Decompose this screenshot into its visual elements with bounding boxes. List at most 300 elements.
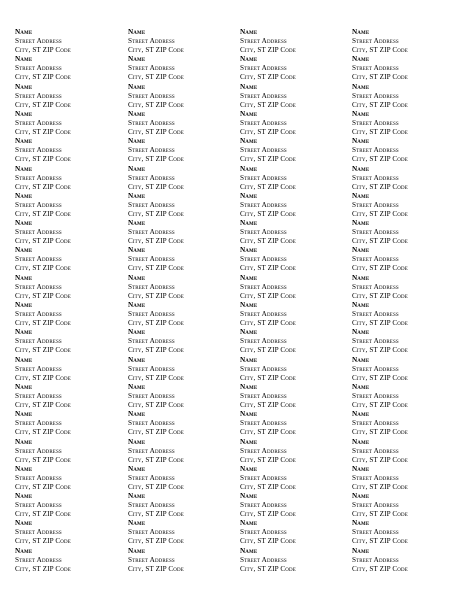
address-label bbox=[240, 274, 345, 301]
label-name: Name bbox=[240, 355, 258, 364]
label-name: Name bbox=[128, 109, 146, 118]
label-street-address: Street Address bbox=[240, 173, 287, 182]
label-street-address: Street Address bbox=[128, 419, 175, 428]
label-street-address: Street Address bbox=[15, 37, 62, 45]
label-city-state-zip: City, ST ZIP Code bbox=[240, 291, 296, 300]
label-city-state-zip: City, ST ZIP Code bbox=[15, 182, 71, 191]
address-label bbox=[352, 492, 457, 519]
label-city-state-zip: City, ST ZIP Code bbox=[128, 537, 184, 546]
label-city-state-zip: City, ST ZIP Code bbox=[352, 537, 408, 546]
label-street-address: Street Address bbox=[240, 200, 287, 209]
label-city-state-zip: City, ST ZIP Code bbox=[128, 182, 184, 191]
label-street-address: Street Address bbox=[15, 555, 62, 564]
label-city-state-zip: City, ST ZIP Code bbox=[352, 455, 408, 464]
label-city-state-zip: City, ST ZIP Code bbox=[128, 373, 184, 382]
address-label bbox=[240, 83, 345, 110]
label-name: Name bbox=[240, 301, 258, 309]
label-name: Name bbox=[240, 492, 258, 501]
label-city-state-zip: City, ST ZIP Code bbox=[352, 319, 408, 327]
label-name: Name bbox=[128, 464, 146, 473]
label-street-address: Street Address bbox=[15, 473, 62, 482]
label-city-state-zip: City, ST ZIP Code bbox=[128, 264, 184, 273]
label-street-address: Street Address bbox=[128, 228, 175, 237]
label-street-address: Street Address bbox=[352, 419, 399, 428]
label-name: Name bbox=[128, 246, 146, 255]
address-label bbox=[128, 110, 233, 137]
address-label bbox=[128, 519, 233, 546]
address-label bbox=[352, 219, 457, 246]
label-city-state-zip: City, ST ZIP Code bbox=[15, 155, 71, 164]
label-city-state-zip: City, ST ZIP Code bbox=[240, 182, 296, 191]
label-street-address: Street Address bbox=[240, 501, 287, 510]
label-city-state-zip: City, ST ZIP Code bbox=[352, 400, 408, 409]
address-label bbox=[15, 328, 120, 355]
label-city-state-zip: City, ST ZIP Code bbox=[240, 319, 296, 327]
address-label bbox=[128, 410, 233, 437]
address-label bbox=[352, 274, 457, 301]
label-street-address: Street Address bbox=[240, 255, 287, 264]
label-name: Name bbox=[240, 109, 258, 118]
label-city-state-zip: City, ST ZIP Code bbox=[352, 564, 408, 573]
label-street-address: Street Address bbox=[352, 473, 399, 482]
label-street-address: Street Address bbox=[15, 282, 62, 291]
address-label bbox=[15, 110, 120, 137]
address-label bbox=[128, 28, 233, 55]
address-label bbox=[240, 110, 345, 137]
label-street-address: Street Address bbox=[128, 118, 175, 127]
label-city-state-zip: City, ST ZIP Code bbox=[128, 237, 184, 246]
address-label bbox=[352, 383, 457, 410]
label-city-state-zip: City, ST ZIP Code bbox=[15, 73, 71, 82]
label-city-state-zip: City, ST ZIP Code bbox=[15, 428, 71, 437]
label-street-address: Street Address bbox=[128, 337, 175, 346]
label-street-address: Street Address bbox=[240, 228, 287, 237]
label-city-state-zip: City, ST ZIP Code bbox=[128, 209, 184, 218]
label-city-state-zip: City, ST ZIP Code bbox=[15, 264, 71, 273]
label-street-address: Street Address bbox=[128, 200, 175, 209]
label-street-address: Street Address bbox=[240, 146, 287, 155]
label-street-address: Street Address bbox=[15, 146, 62, 155]
label-city-state-zip: City, ST ZIP Code bbox=[128, 319, 184, 327]
label-street-address: Street Address bbox=[240, 37, 287, 45]
label-city-state-zip: City, ST ZIP Code bbox=[15, 127, 71, 136]
label-street-address: Street Address bbox=[352, 37, 399, 45]
label-city-state-zip: City, ST ZIP Code bbox=[128, 428, 184, 437]
label-street-address: Street Address bbox=[240, 364, 287, 373]
label-city-state-zip: City, ST ZIP Code bbox=[352, 291, 408, 300]
label-city-state-zip: City, ST ZIP Code bbox=[240, 264, 296, 273]
label-street-address: Street Address bbox=[15, 118, 62, 127]
address-label bbox=[240, 492, 345, 519]
address-label bbox=[240, 192, 345, 219]
label-city-state-zip: City, ST ZIP Code bbox=[240, 46, 296, 54]
label-street-address: Street Address bbox=[128, 91, 175, 100]
label-city-state-zip: City, ST ZIP Code bbox=[240, 155, 296, 164]
label-city-state-zip: City, ST ZIP Code bbox=[352, 373, 408, 382]
address-label bbox=[128, 492, 233, 519]
label-street-address: Street Address bbox=[128, 282, 175, 291]
label-street-address: Street Address bbox=[240, 391, 287, 400]
address-label bbox=[128, 219, 233, 246]
address-label bbox=[15, 219, 120, 246]
label-street-address: Street Address bbox=[352, 118, 399, 127]
address-label bbox=[15, 410, 120, 437]
address-label bbox=[15, 246, 120, 273]
label-name: Name bbox=[240, 382, 258, 391]
label-street-address: Street Address bbox=[352, 528, 399, 537]
label-city-state-zip: City, ST ZIP Code bbox=[15, 319, 71, 327]
label-name: Name bbox=[128, 355, 146, 364]
label-city-state-zip: City, ST ZIP Code bbox=[352, 428, 408, 437]
label-street-address: Street Address bbox=[240, 91, 287, 100]
label-name: Name bbox=[15, 437, 33, 446]
address-label bbox=[128, 246, 233, 273]
label-name: Name bbox=[128, 164, 146, 173]
label-name: Name bbox=[15, 164, 33, 173]
address-label bbox=[128, 356, 233, 383]
label-name: Name bbox=[240, 246, 258, 255]
label-city-state-zip: City, ST ZIP Code bbox=[352, 346, 408, 355]
label-name: Name bbox=[352, 109, 370, 118]
label-city-state-zip: City, ST ZIP Code bbox=[128, 510, 184, 519]
address-label bbox=[352, 165, 457, 192]
label-street-address: Street Address bbox=[352, 146, 399, 155]
label-city-state-zip: City, ST ZIP Code bbox=[128, 155, 184, 164]
label-city-state-zip: City, ST ZIP Code bbox=[128, 482, 184, 491]
label-city-state-zip: City, ST ZIP Code bbox=[352, 237, 408, 246]
label-name: Name bbox=[128, 55, 146, 64]
address-label bbox=[15, 28, 120, 55]
address-label bbox=[352, 28, 457, 55]
address-label bbox=[352, 301, 457, 328]
label-street-address: Street Address bbox=[240, 310, 287, 318]
label-street-address: Street Address bbox=[352, 173, 399, 182]
address-label bbox=[15, 356, 120, 383]
label-city-state-zip: City, ST ZIP Code bbox=[128, 127, 184, 136]
label-name: Name bbox=[240, 137, 258, 146]
label-city-state-zip: City, ST ZIP Code bbox=[15, 100, 71, 109]
label-city-state-zip: City, ST ZIP Code bbox=[128, 400, 184, 409]
label-name: Name bbox=[15, 546, 33, 555]
label-street-address: Street Address bbox=[352, 200, 399, 209]
label-street-address: Street Address bbox=[15, 200, 62, 209]
address-label bbox=[128, 137, 233, 164]
label-street-address: Street Address bbox=[15, 528, 62, 537]
label-street-address: Street Address bbox=[352, 446, 399, 455]
label-city-state-zip: City, ST ZIP Code bbox=[352, 46, 408, 54]
address-label bbox=[240, 438, 345, 465]
label-city-state-zip: City, ST ZIP Code bbox=[15, 400, 71, 409]
label-street-address: Street Address bbox=[352, 310, 399, 318]
label-city-state-zip: City, ST ZIP Code bbox=[352, 510, 408, 519]
label-street-address: Street Address bbox=[352, 282, 399, 291]
label-name: Name bbox=[15, 519, 33, 528]
label-name: Name bbox=[15, 246, 33, 255]
address-label bbox=[240, 246, 345, 273]
address-label bbox=[352, 328, 457, 355]
label-street-address: Street Address bbox=[15, 310, 62, 318]
label-name: Name bbox=[15, 410, 33, 419]
label-name: Name bbox=[128, 492, 146, 501]
label-name: Name bbox=[15, 82, 33, 91]
label-city-state-zip: City, ST ZIP Code bbox=[240, 373, 296, 382]
label-name: Name bbox=[128, 28, 146, 36]
address-label bbox=[128, 301, 233, 328]
label-street-address: Street Address bbox=[240, 419, 287, 428]
label-name: Name bbox=[240, 164, 258, 173]
label-street-address: Street Address bbox=[15, 446, 62, 455]
label-street-address: Street Address bbox=[15, 419, 62, 428]
address-label bbox=[352, 410, 457, 437]
address-label bbox=[240, 383, 345, 410]
label-name: Name bbox=[352, 28, 370, 36]
label-name: Name bbox=[128, 82, 146, 91]
label-name: Name bbox=[15, 137, 33, 146]
label-street-address: Street Address bbox=[15, 64, 62, 73]
label-city-state-zip: City, ST ZIP Code bbox=[15, 46, 71, 54]
label-street-address: Street Address bbox=[352, 555, 399, 564]
label-city-state-zip: City, ST ZIP Code bbox=[128, 564, 184, 573]
label-name: Name bbox=[15, 273, 33, 282]
label-city-state-zip: City, ST ZIP Code bbox=[352, 209, 408, 218]
label-name: Name bbox=[352, 355, 370, 364]
label-street-address: Street Address bbox=[240, 446, 287, 455]
label-city-state-zip: City, ST ZIP Code bbox=[15, 455, 71, 464]
address-label bbox=[128, 465, 233, 492]
label-name: Name bbox=[240, 519, 258, 528]
label-city-state-zip: City, ST ZIP Code bbox=[240, 537, 296, 546]
address-label bbox=[15, 465, 120, 492]
label-name: Name bbox=[240, 328, 258, 337]
label-city-state-zip: City, ST ZIP Code bbox=[240, 346, 296, 355]
label-street-address: Street Address bbox=[128, 501, 175, 510]
address-label bbox=[240, 165, 345, 192]
label-street-address: Street Address bbox=[240, 528, 287, 537]
label-name: Name bbox=[128, 328, 146, 337]
label-city-state-zip: City, ST ZIP Code bbox=[352, 482, 408, 491]
address-label bbox=[15, 165, 120, 192]
label-city-state-zip: City, ST ZIP Code bbox=[352, 264, 408, 273]
label-city-state-zip: City, ST ZIP Code bbox=[240, 510, 296, 519]
address-label bbox=[15, 137, 120, 164]
address-label bbox=[240, 55, 345, 82]
label-street-address: Street Address bbox=[352, 91, 399, 100]
label-name: Name bbox=[352, 301, 370, 309]
label-name: Name bbox=[352, 410, 370, 419]
label-street-address: Street Address bbox=[352, 64, 399, 73]
label-name: Name bbox=[128, 273, 146, 282]
label-street-address: Street Address bbox=[352, 228, 399, 237]
label-name: Name bbox=[128, 301, 146, 309]
address-label bbox=[128, 55, 233, 82]
label-name: Name bbox=[240, 410, 258, 419]
label-street-address: Street Address bbox=[128, 364, 175, 373]
label-name: Name bbox=[15, 301, 33, 309]
label-name: Name bbox=[240, 191, 258, 200]
label-name: Name bbox=[15, 464, 33, 473]
label-street-address: Street Address bbox=[128, 255, 175, 264]
address-label bbox=[240, 328, 345, 355]
label-city-state-zip: City, ST ZIP Code bbox=[352, 155, 408, 164]
label-city-state-zip: City, ST ZIP Code bbox=[240, 237, 296, 246]
label-street-address: Street Address bbox=[352, 255, 399, 264]
label-street-address: Street Address bbox=[240, 337, 287, 346]
address-label bbox=[15, 274, 120, 301]
address-label bbox=[15, 519, 120, 546]
label-city-state-zip: City, ST ZIP Code bbox=[15, 291, 71, 300]
label-name: Name bbox=[240, 55, 258, 64]
address-label bbox=[240, 137, 345, 164]
address-label bbox=[240, 519, 345, 546]
label-street-address: Street Address bbox=[240, 282, 287, 291]
label-street-address: Street Address bbox=[128, 555, 175, 564]
label-name: Name bbox=[240, 219, 258, 228]
label-name: Name bbox=[352, 437, 370, 446]
label-name: Name bbox=[352, 382, 370, 391]
label-name: Name bbox=[352, 137, 370, 146]
label-name: Name bbox=[15, 55, 33, 64]
label-city-state-zip: City, ST ZIP Code bbox=[352, 182, 408, 191]
label-city-state-zip: City, ST ZIP Code bbox=[240, 482, 296, 491]
label-city-state-zip: City, ST ZIP Code bbox=[352, 127, 408, 136]
label-name: Name bbox=[352, 219, 370, 228]
label-street-address: Street Address bbox=[128, 146, 175, 155]
label-name: Name bbox=[15, 219, 33, 228]
label-city-state-zip: City, ST ZIP Code bbox=[15, 237, 71, 246]
label-name: Name bbox=[15, 382, 33, 391]
address-label bbox=[352, 519, 457, 546]
label-street-address: Street Address bbox=[240, 473, 287, 482]
label-street-address: Street Address bbox=[128, 528, 175, 537]
label-city-state-zip: City, ST ZIP Code bbox=[15, 373, 71, 382]
label-city-state-zip: City, ST ZIP Code bbox=[240, 428, 296, 437]
label-street-address: Street Address bbox=[15, 364, 62, 373]
label-street-address: Street Address bbox=[128, 310, 175, 318]
label-city-state-zip: City, ST ZIP Code bbox=[240, 209, 296, 218]
label-city-state-zip: City, ST ZIP Code bbox=[128, 46, 184, 54]
label-name: Name bbox=[352, 492, 370, 501]
label-name: Name bbox=[128, 219, 146, 228]
label-name: Name bbox=[15, 28, 33, 36]
label-street-address: Street Address bbox=[128, 64, 175, 73]
label-city-state-zip: City, ST ZIP Code bbox=[240, 564, 296, 573]
label-name: Name bbox=[352, 246, 370, 255]
address-label bbox=[352, 83, 457, 110]
label-name: Name bbox=[352, 328, 370, 337]
label-city-state-zip: City, ST ZIP Code bbox=[15, 482, 71, 491]
label-name: Name bbox=[240, 437, 258, 446]
label-city-state-zip: City, ST ZIP Code bbox=[128, 73, 184, 82]
label-city-state-zip: City, ST ZIP Code bbox=[240, 100, 296, 109]
label-street-address: Street Address bbox=[15, 228, 62, 237]
label-city-state-zip: City, ST ZIP Code bbox=[15, 510, 71, 519]
label-street-address: Street Address bbox=[240, 118, 287, 127]
label-name: Name bbox=[240, 464, 258, 473]
label-name: Name bbox=[128, 137, 146, 146]
address-label bbox=[128, 547, 233, 574]
label-street-address: Street Address bbox=[15, 173, 62, 182]
address-label bbox=[15, 492, 120, 519]
address-label bbox=[352, 192, 457, 219]
label-city-state-zip: City, ST ZIP Code bbox=[128, 455, 184, 464]
address-label bbox=[128, 83, 233, 110]
label-name: Name bbox=[352, 82, 370, 91]
label-name: Name bbox=[15, 191, 33, 200]
address-label bbox=[352, 356, 457, 383]
label-name: Name bbox=[352, 55, 370, 64]
address-label bbox=[128, 383, 233, 410]
address-label bbox=[15, 192, 120, 219]
label-name: Name bbox=[128, 382, 146, 391]
label-name: Name bbox=[352, 464, 370, 473]
address-label bbox=[128, 165, 233, 192]
address-label bbox=[240, 356, 345, 383]
address-label bbox=[128, 274, 233, 301]
label-street-address: Street Address bbox=[15, 501, 62, 510]
label-street-address: Street Address bbox=[128, 473, 175, 482]
address-label bbox=[352, 465, 457, 492]
label-street-address: Street Address bbox=[352, 364, 399, 373]
address-label bbox=[240, 219, 345, 246]
label-street-address: Street Address bbox=[128, 37, 175, 45]
label-city-state-zip: City, ST ZIP Code bbox=[128, 100, 184, 109]
label-street-address: Street Address bbox=[240, 64, 287, 73]
address-label bbox=[352, 246, 457, 273]
label-street-address: Street Address bbox=[15, 391, 62, 400]
address-label bbox=[240, 410, 345, 437]
address-label bbox=[15, 438, 120, 465]
label-street-address: Street Address bbox=[352, 501, 399, 510]
label-city-state-zip: City, ST ZIP Code bbox=[240, 73, 296, 82]
label-name: Name bbox=[352, 164, 370, 173]
address-label bbox=[240, 28, 345, 55]
address-label bbox=[15, 55, 120, 82]
label-name: Name bbox=[15, 492, 33, 501]
address-label bbox=[15, 301, 120, 328]
label-name: Name bbox=[128, 519, 146, 528]
address-label bbox=[15, 547, 120, 574]
address-label bbox=[15, 83, 120, 110]
address-label bbox=[352, 137, 457, 164]
label-city-state-zip: City, ST ZIP Code bbox=[128, 346, 184, 355]
label-name: Name bbox=[240, 28, 258, 36]
label-name: Name bbox=[352, 273, 370, 282]
label-name: Name bbox=[15, 355, 33, 364]
label-name: Name bbox=[128, 191, 146, 200]
label-street-address: Street Address bbox=[352, 337, 399, 346]
label-city-state-zip: City, ST ZIP Code bbox=[15, 346, 71, 355]
label-name: Name bbox=[128, 410, 146, 419]
label-name: Name bbox=[15, 109, 33, 118]
label-street-address: Street Address bbox=[15, 337, 62, 346]
address-label bbox=[128, 438, 233, 465]
label-city-state-zip: City, ST ZIP Code bbox=[240, 127, 296, 136]
address-label bbox=[352, 547, 457, 574]
address-label bbox=[128, 328, 233, 355]
label-name: Name bbox=[352, 519, 370, 528]
address-label bbox=[240, 465, 345, 492]
address-label bbox=[352, 110, 457, 137]
label-name: Name bbox=[240, 273, 258, 282]
label-city-state-zip: City, ST ZIP Code bbox=[128, 291, 184, 300]
address-label bbox=[128, 192, 233, 219]
address-label bbox=[352, 55, 457, 82]
label-street-address: Street Address bbox=[128, 391, 175, 400]
label-name: Name bbox=[352, 191, 370, 200]
address-label bbox=[240, 301, 345, 328]
label-name: Name bbox=[128, 546, 146, 555]
label-street-address: Street Address bbox=[15, 255, 62, 264]
